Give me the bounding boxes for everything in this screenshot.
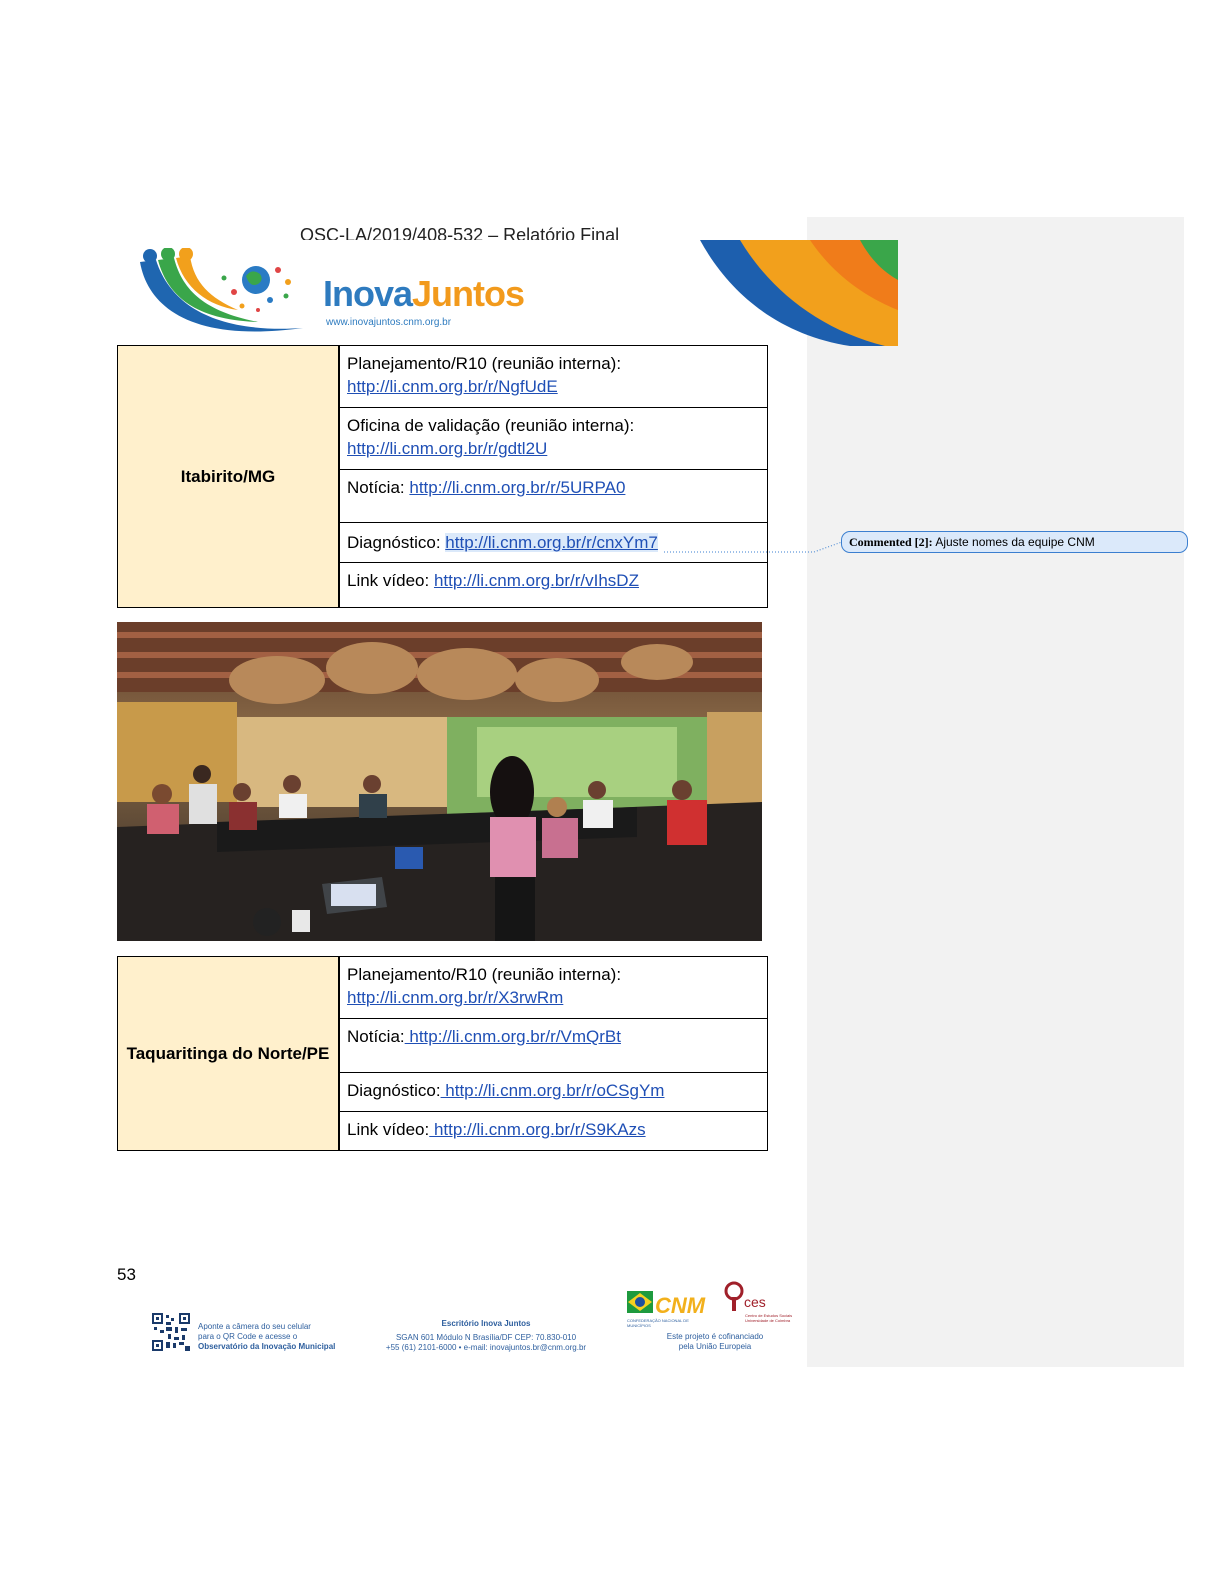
inovajuntos-wordmark: InovaJuntos (323, 273, 525, 314)
comment-connector-line (664, 531, 844, 555)
links-table-itabirito (117, 345, 768, 608)
link[interactable]: http://li.cnm.org.br/r/X3rwRm (347, 988, 564, 1007)
links-table-taquaritinga (117, 956, 768, 1151)
inovajuntos-logo-icon (138, 248, 310, 343)
link-row: Oficina de validação (reunião interna): http://li.cnm.org.br/r/gdtl2U (339, 408, 768, 470)
svg-text:ces: ces (744, 1294, 766, 1310)
document-reference: OSC-LA/2019/408-532 – Relatório Final (300, 225, 620, 240)
link-row: Diagnóstico: http://li.cnm.org.br/r/cnxYm7 (339, 523, 768, 563)
link[interactable]: http://li.cnm.org.br/r/vIhsDZ (433, 571, 639, 590)
link-row: Planejamento/R10 (reunião interna): http://li.cnm.org.br/r/NgfUdE (339, 346, 768, 408)
link-commented[interactable]: http://li.cnm.org.br/r/cnxYm7 (445, 533, 658, 552)
link[interactable]: http://li.cnm.org.br/r/oCSgYm (440, 1081, 665, 1100)
comment-text: Ajuste nomes da equipe CNM (935, 535, 1095, 549)
header-swoosh-decoration (700, 240, 898, 346)
comment-margin-pane (807, 217, 1184, 1367)
meeting-photo (117, 622, 762, 941)
office-address: Escritório Inova Juntos SGAN 601 Módulo N Brasília/DF CEP: 70.830-010 +55 (61) 2101-6000 • e-mail: inovajuntos.br@cnm.org.br (385, 1319, 587, 1352)
page-number: 53 (117, 1265, 136, 1284)
city-cell: Taquaritinga do Norte/PE (118, 957, 340, 1151)
link[interactable]: http://li.cnm.org.br/r/VmQrBt (404, 1027, 621, 1046)
comment-balloon[interactable] (841, 531, 1188, 553)
svg-text:CNM: CNM (655, 1293, 706, 1318)
logo-url: www.inovajuntos.cnm.org.br (326, 317, 452, 328)
cnm-logo-icon (627, 1285, 709, 1321)
link[interactable]: http://li.cnm.org.br/r/5URPA0 (409, 478, 626, 497)
comment-author: Commented [2]: (849, 535, 933, 549)
link-row: Planejamento/R10 (reunião interna): http://li.cnm.org.br/r/X3rwRm (339, 957, 768, 1019)
link-row: Diagnóstico: http://li.cnm.org.br/r/oCSgYm (339, 1073, 768, 1112)
link[interactable]: http://li.cnm.org.br/r/NgfUdE (347, 377, 558, 396)
link-row: Notícia: http://li.cnm.org.br/r/VmQrBt (339, 1019, 768, 1073)
ces-caption: Centro de Estudos Sociais Universidade de Coimbra (745, 1313, 793, 1323)
qr-caption: Aponte a câmera do seu celular para o QR Code e acesse o Observatório da Inovação Municipal (198, 1322, 336, 1351)
link-row: Link vídeo: http://li.cnm.org.br/r/S9KAzs (339, 1112, 768, 1151)
qr-code-icon (152, 1313, 190, 1351)
link-row: Notícia: http://li.cnm.org.br/r/5URPA0 (339, 470, 768, 523)
link[interactable]: http://li.cnm.org.br/r/gdtl2U (347, 439, 548, 458)
link[interactable]: http://li.cnm.org.br/r/S9KAzs (429, 1120, 646, 1139)
cnm-caption: CONFEDERAÇÃO NACIONAL DE MUNICÍPIOS (627, 1318, 689, 1328)
link-row: Link vídeo: http://li.cnm.org.br/r/vIhsDZ (339, 563, 768, 608)
city-cell: Itabirito/MG (118, 346, 340, 608)
eu-cofinancing-note: Este projeto é cofinanciado pela União Europeia (666, 1332, 764, 1351)
